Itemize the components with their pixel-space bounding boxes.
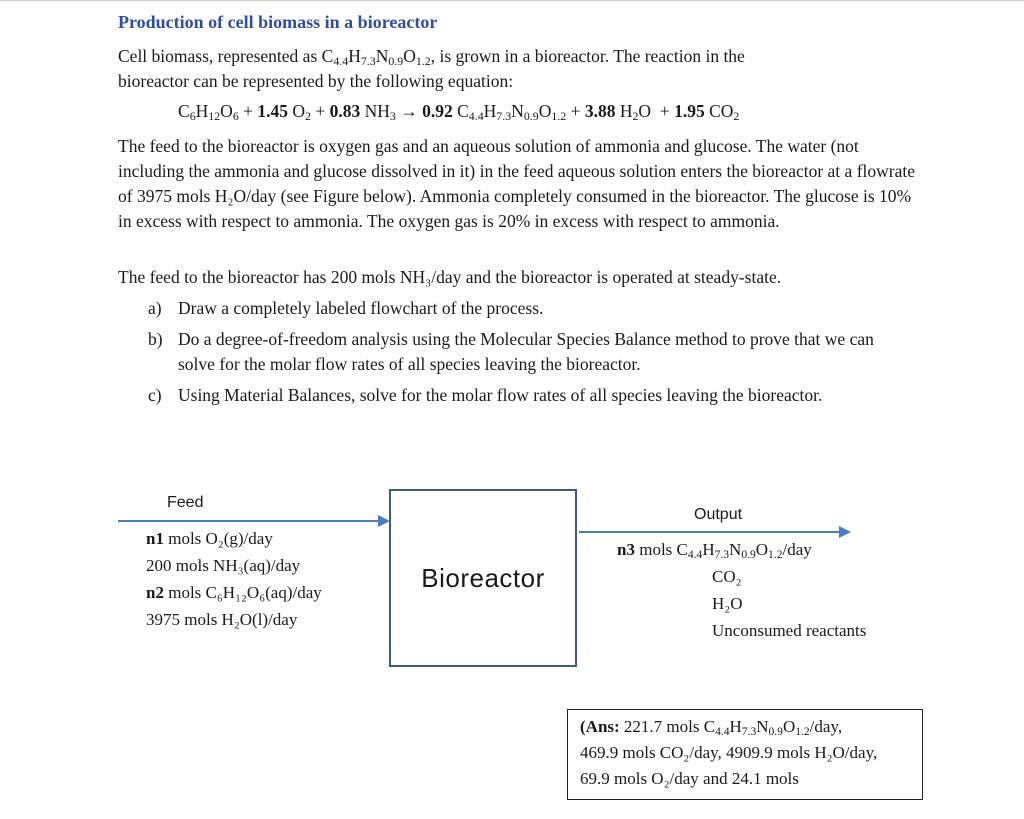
output-stream-list (712, 563, 866, 644)
intro-paragraph (118, 44, 918, 94)
feed-stream-glucose: n2 mols C₆H₁₂O₆(aq)/day (146, 583, 322, 602)
output-arrow (579, 531, 841, 533)
top-rule (0, 0, 1024, 1)
answer-line-2: 469.9 mols CO₂/day, 4909.9 mols H₂O/day, (580, 743, 878, 762)
output-arrow-head (839, 526, 851, 538)
question-a: a) Draw a completely labeled flowchart of the process. (148, 298, 544, 318)
reaction-arrow: → (400, 101, 418, 121)
output-stream-co2: CO₂ (712, 567, 742, 586)
output-stream-biomass: n3 mols $C_{4.4}H_{7.3}N_{0.9}O_{1.2}$/day (617, 540, 812, 561)
bioreactor-label: Bioreactor (421, 562, 545, 593)
bioreactor-box (389, 489, 577, 667)
feed-stream-nh3: 200 mols NH₃(aq)/day (146, 556, 301, 575)
feed-description-paragraph: The feed to the bioreactor is oxygen gas and an aqueous solution of ammonia and glucose. The water (not including the ammonia and glucose dissolved in it) in the feed aqueous solution enters the bioreactor at a flowrate of 3975 mols H₂O/day (see Figure below). Ammonia completely consumed in the bioreactor. The glucose is 10% in excess with respect to ammonia. The oxygen gas is 20% in excess with respect to ammonia. (118, 136, 915, 231)
feed-stream-list (146, 525, 322, 633)
output-stream-h2o: H₂O (712, 594, 743, 613)
answer-line-3: 69.9 mols O₂/day and 24.1 mols (580, 769, 799, 788)
feed-arrow (118, 520, 380, 522)
answer-line-1: (Ans: 221.7 mols $C_{4.4}H_{7.3}N_{0.9}O_{1.2}$/day, (580, 717, 843, 738)
feed-label: Feed (167, 494, 204, 511)
feed-stream-o2: n1 mols O₂(g)/day (146, 529, 273, 548)
feed-stream-water: 3975 mols H₂O(l)/day (146, 610, 298, 629)
output-label: Output (694, 506, 743, 523)
reaction-equation: $C_6H_{12}O_6 + 1.45$ $O_2 + 0.83$ $NH_3 \to 0.92$ $C_{4.4}H_{7.3}N_{0.9}O_{1.2} + 3.88$ $H_2O + 1.95$ $CO_2$ (178, 101, 740, 123)
output-stream-unconsumed: Unconsumed reactants (712, 621, 867, 640)
answer-box (567, 709, 923, 800)
question-list (148, 296, 908, 408)
intro-line-1: Cell biomass, represented as $C_{4.4}H_{7.3}N_{0.9}O_{1.2}$, is grown in a bioreactor. The reaction in the (118, 46, 745, 68)
page-title: Production of cell biomass in a bioreactor (118, 12, 438, 32)
question-c: c) Using Material Balances, solve for the molar flow rates of all species leaving the bioreactor. (148, 385, 823, 405)
intro-line-2: bioreactor can be represented by the following equation: (118, 71, 514, 91)
question-b: b) Do a degree-of-freedom analysis using the Molecular Species Balance method to prove that we can solve for the molar flow rates of all species leaving the bioreactor. (148, 329, 874, 374)
feed-ammonia-paragraph: The feed to the bioreactor has 200 mols NH₃/day and the bioreactor is operated at steady-state. (118, 267, 782, 287)
